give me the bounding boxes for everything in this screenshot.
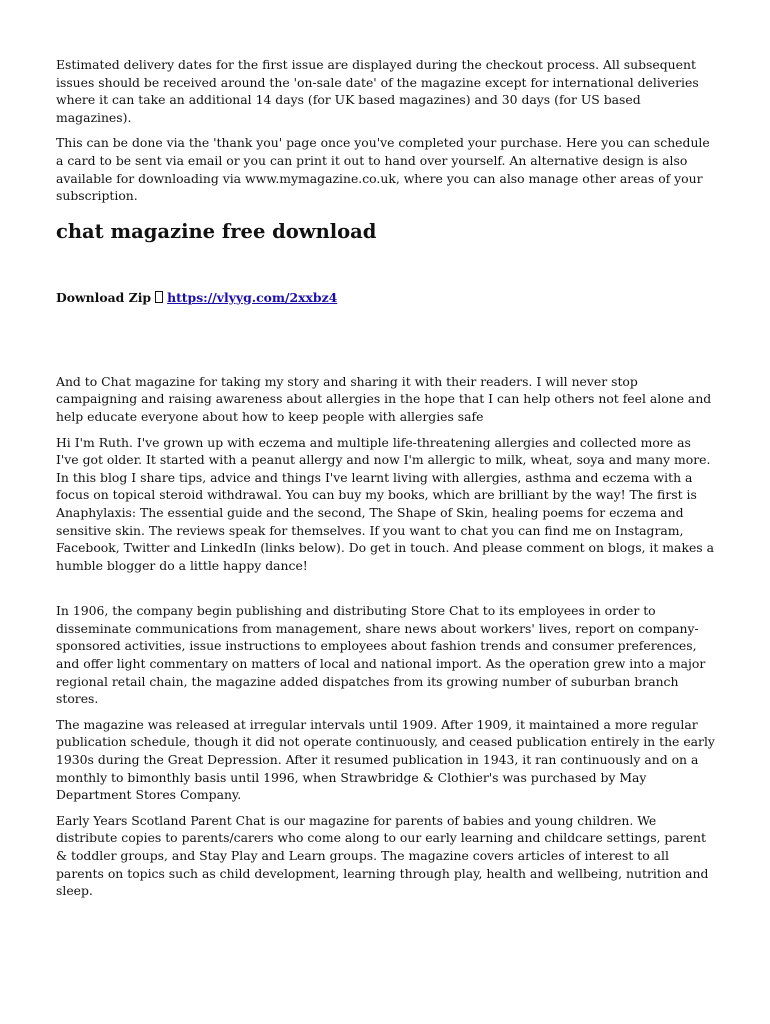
- download-label: Download Zip: [56, 289, 152, 305]
- publication-schedule-paragraph: The magazine was released at irregular intervals until 1909. After 1909, it maintained a more regular publication schedule, though it did not operate continuously, and ceased publication entirely in the early 1930s during the Great Depression. After it resumed publication in 1943, it ran continuously and on a monthly to bimonthly basis until 1996, when Strawbridge & Clothier's was purchased by May Department Stores Company.: [56, 716, 715, 803]
- store-chat-history-paragraph: In 1906, the company begin publishing and distributing Store Chat to its employees in order to disseminate communications from management, share news about workers' lives, report on company-sponsored activities, issue instructions to employees about fashion trends and consumer preferences, and offer light commentary on matters of local and national import. As the operation grew into a major regional retail chain, the magazine added dispatches from its growing number of suburban branch stores.: [56, 603, 706, 707]
- document-page: [56, 56, 716, 900]
- download-link[interactable]: https://vlyyg.com/2xxbz4: [167, 289, 338, 305]
- missing-glyph-icon: [155, 291, 163, 303]
- parent-chat-paragraph: Early Years Scotland Parent Chat is our magazine for parents of babies and young children. We distribute copies to parents/carers who come along to our early learning and childcare settings, parent & toddler groups, and Stay Play and Learn groups. The magazine covers articles of interest to all parents on topics such as child development, learning through play, health and wellbeing, nutrition and sleep.: [56, 812, 709, 899]
- ruth-bio-paragraph: Hi I'm Ruth. I've grown up with eczema and multiple life-threatening allergies and collected more as I've got older. It started with a peanut allergy and now I'm allergic to milk, wheat, soya and many more. In this blog I share tips, advice and things I've learnt living with allergies, asthma and eczema with a focus on topical steroid withdrawal. You can buy my books, which are brilliant by the way! The first is Anaphylaxis: The essential guide and the second, The Shape of Skin, healing poems for eczema and sensitive skin. The reviews speak for themselves. If you want to chat you can find me on Instagram, Facebook, Twitter and LinkedIn (links below). Do get in touch. And please comment on blogs, it makes a humble blogger do a little happy dance!: [56, 434, 714, 573]
- chat-story-paragraph: And to Chat magazine for taking my story and sharing it with their readers. I will never stop campaigning and raising awareness about allergies in the hope that I can help others not feel alone and help educate everyone about how to keep people with allergies safe: [56, 373, 712, 424]
- download-line: [56, 289, 716, 307]
- intro-paragraph-thank-you: This can be done via the 'thank you' page once you've completed your purchase. Here you can schedule a card to be sent via email or you can print it out to hand over yourself. An alternative design is also available for downloading via www.mymagazine.co.uk, where you can also manage other areas of your subscription.: [56, 135, 710, 204]
- intro-paragraph-delivery: Estimated delivery dates for the first issue are displayed during the checkout process. All subsequent issues should be received around the 'on-sale date' of the magazine except for international deliveries where it can take an additional 14 days (for UK based magazines) and 30 days (for US based magazines).: [56, 57, 699, 125]
- page-heading: chat magazine free download: [56, 219, 377, 243]
